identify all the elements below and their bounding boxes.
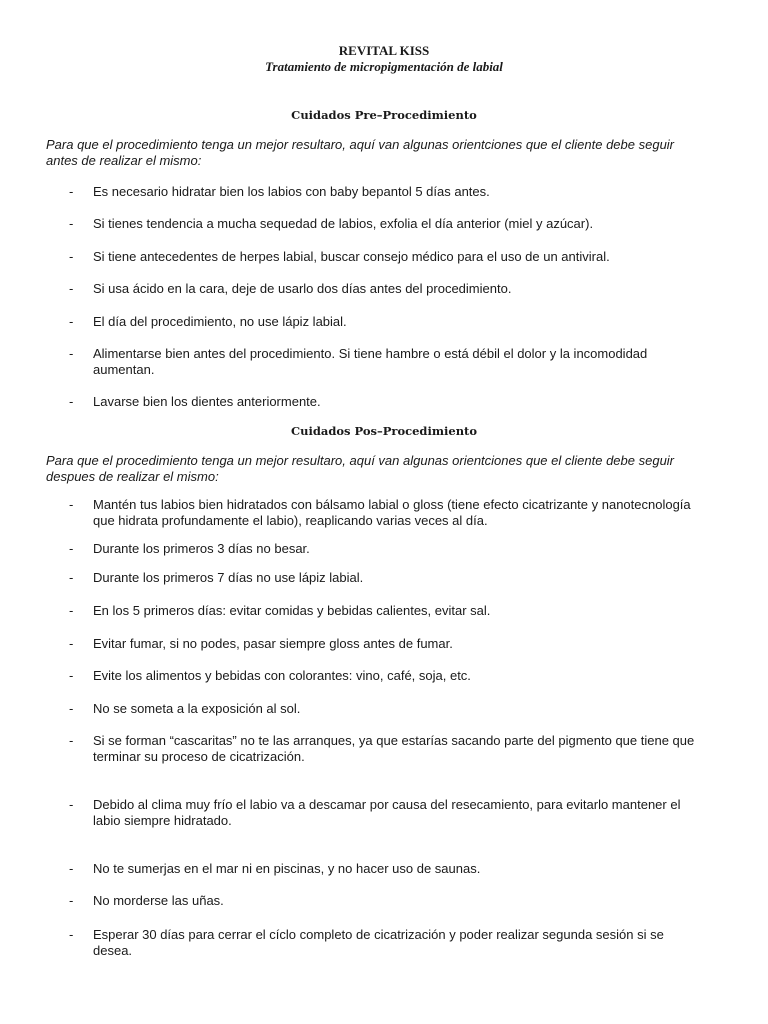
bullet-dash: -: [69, 733, 74, 748]
list-item-text-continued: desea.: [93, 942, 133, 958]
bullet-dash: -: [69, 394, 74, 409]
list-item-text: No se someta a la exposición al sol.: [93, 701, 301, 716]
bullet-dash: -: [69, 497, 74, 512]
bullet-dash: -: [69, 603, 74, 618]
list-item-text: El día del procedimiento, no use lápiz labial.: [93, 314, 347, 329]
bullet-dash: -: [69, 249, 74, 264]
bullet-dash: -: [69, 314, 74, 329]
list-item-text: Esperar 30 días para cerrar el cíclo completo de cicatrización y poder realizar segunda sesión si se: [93, 927, 664, 942]
list-item-text: Alimentarse bien antes del procedimiento. Si tiene hambre o está débil el dolor y la incomodidad: [93, 346, 648, 361]
list-item-text: Evitar fumar, si no podes, pasar siempre gloss antes de fumar.: [93, 636, 453, 651]
list-item-text: Es necesario hidratar bien los labios con baby bepantol 5 días antes.: [93, 184, 490, 199]
list-item-text: Si usa ácido en la cara, deje de usarlo dos días antes del procedimiento.: [93, 281, 512, 296]
bullet-dash: -: [69, 701, 74, 716]
document-title: REVITAL KISS: [338, 43, 430, 58]
pre-procedure-intro: [46, 137, 736, 168]
list-item-text-continued: aumentan.: [93, 361, 155, 377]
bullet-dash: -: [69, 636, 74, 651]
bullet-dash: -: [69, 346, 74, 361]
list-item-text-continued: labio siempre hidratado.: [93, 812, 232, 828]
list-item-text: Evite los alimentos y bebidas con colorantes: vino, café, soja, etc.: [93, 668, 471, 683]
list-item-text: Si tienes tendencia a mucha sequedad de labios, exfolia el día anterior (miel y azúcar).: [93, 216, 594, 231]
bullet-dash: -: [69, 668, 74, 683]
list-item-text: Lavarse bien los dientes anteriormente.: [93, 394, 321, 409]
bullet-dash: -: [69, 861, 74, 876]
list-item-text: No morderse las uñas.: [93, 893, 224, 908]
pre-procedure-heading: Cuidados Pre–Procedimiento: [291, 108, 477, 122]
post-intro-line-2: despues de realizar el mismo:: [46, 468, 219, 484]
bullet-dash: -: [69, 541, 74, 556]
bullet-dash: -: [69, 927, 74, 942]
bullet-dash: -: [69, 184, 74, 199]
list-item-text: Durante los primeros 7 días no use lápiz labial.: [93, 570, 364, 585]
list-item-text: Debido al clima muy frío el labio va a descamar por causa del resecamiento, para evitarlo mantener el: [93, 797, 681, 812]
list-item-text: Mantén tus labios bien hidratados con bálsamo labial o gloss (tiene efecto cicatrizante y nanotecnología: [93, 497, 691, 512]
bullet-dash: -: [69, 797, 74, 812]
list-item-text-continued: terminar su proceso de cicatrización.: [93, 748, 305, 764]
post-intro-line-1: Para que el procedimiento tenga un mejor resultaro, aquí van algunas orientciones que el cliente debe seguir: [46, 453, 675, 468]
list-item-text: Si se forman “cascaritas” no te las arranques, ya que estarías sacando parte del pigmento que tiene que: [93, 733, 695, 748]
pre-intro-line-1: Para que el procedimiento tenga un mejor resultaro, aquí van algunas orientciones que el cliente debe seguir: [46, 137, 675, 152]
post-procedure-intro: [46, 453, 736, 484]
list-item-text: Si tiene antecedentes de herpes labial, buscar consejo médico para el uso de un antiviral.: [93, 249, 610, 264]
document-subtitle: Tratamiento de micropigmentación de labial: [265, 59, 503, 74]
list-item-text: En los 5 primeros días: evitar comidas y bebidas calientes, evitar sal.: [93, 603, 491, 618]
list-item-text-continued: que hidrata profundamente el labio), reaplicando varias veces al día.: [93, 512, 488, 528]
bullet-dash: -: [69, 570, 74, 585]
bullet-dash: -: [69, 216, 74, 231]
bullet-dash: -: [69, 281, 74, 296]
bullet-dash: -: [69, 893, 74, 908]
list-item-text: No te sumerjas en el mar ni en piscinas, y no hacer uso de saunas.: [93, 861, 481, 876]
pre-intro-line-2: antes de realizar el mismo:: [46, 152, 202, 168]
post-procedure-heading: Cuidados Pos–Procedimiento: [290, 424, 478, 438]
list-item-text: Durante los primeros 3 días no besar.: [93, 541, 310, 556]
